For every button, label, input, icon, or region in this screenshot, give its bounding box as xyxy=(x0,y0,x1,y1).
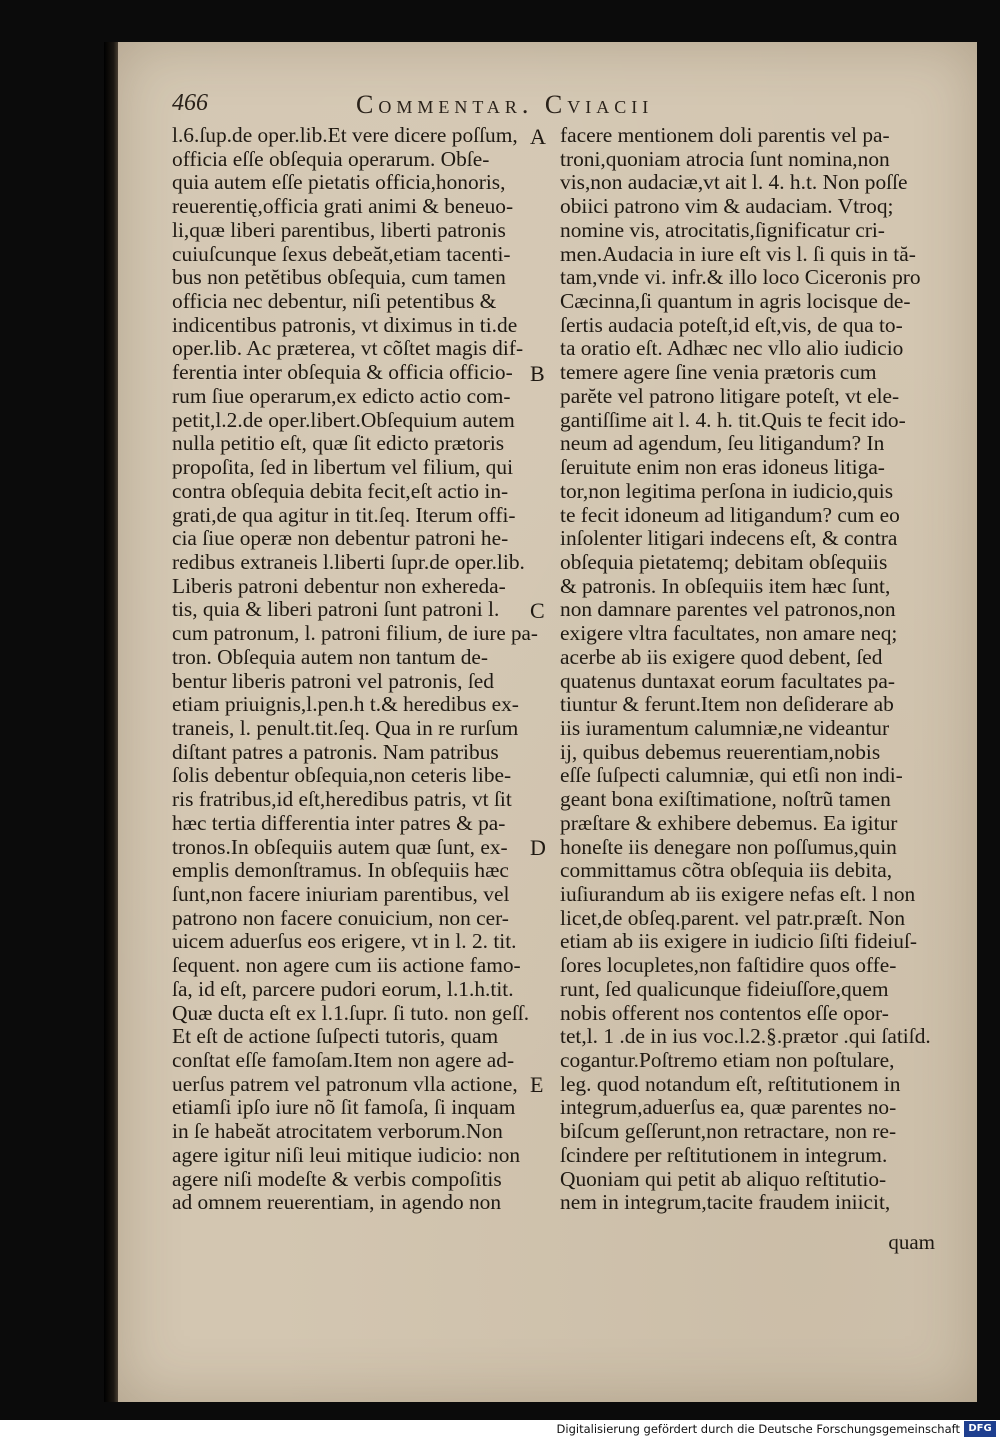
text-line: te fecit idoneum ad litigandum? cum eo xyxy=(560,502,900,527)
text-line: Cæcinna,ſi quantum in agris locisque de- xyxy=(560,289,911,314)
margin-letter-b: B xyxy=(530,361,545,386)
text-line: grati,de qua agitur in tit.ſeq. Iterum offi- xyxy=(172,502,516,527)
text-line: acerbe ab iis exigere quod debent, ſed xyxy=(560,644,883,669)
text-line: indicentibus patronis, vt diximus in ti.de xyxy=(172,312,518,337)
text-line: temere agere ſine venia prætoris cum xyxy=(560,360,877,385)
text-line: diſtant patres a patronis. Nam patribus xyxy=(172,739,499,764)
text-line: ſolis debentur obſequia,non ceteris libe- xyxy=(172,763,512,788)
text-line: tis, quia & liberi patroni ſunt patroni l. xyxy=(172,597,500,622)
text-line: ij, quibus debemus reuerentiam,nobis xyxy=(560,739,881,764)
funding-notice: Digitalisierung gefördert durch die Deutsche Forschungsgemeinschaft xyxy=(556,1422,960,1436)
text-line: bus non petĕtibus obſequia, cum tamen xyxy=(172,265,506,290)
text-line: conſtat eſſe famoſam.Item non agere ad- xyxy=(172,1048,515,1073)
text-line: redibus extraneis l.liberti ſupr.de oper.lib. xyxy=(172,549,525,574)
margin-letter-d: D xyxy=(530,835,546,860)
text-line: emplis demonſtramus. In obſequiis hæc xyxy=(172,858,509,883)
dfg-logo: DFG xyxy=(964,1421,996,1437)
text-line: obſequia pietatemq; debitam obſequiis xyxy=(560,549,888,574)
right-column xyxy=(560,124,972,1215)
text-line: runt, ſed qualicunque fideiuſſore,quem xyxy=(560,976,889,1001)
text-line: bentur liberis patroni vel patronis, ſed xyxy=(172,668,494,693)
text-line: etiamſi ipſo iure nõ ſit famoſa, ſi inquam xyxy=(172,1095,516,1120)
text-line: uerſus patrem vel patronum vlla actione, xyxy=(172,1071,518,1096)
text-line: integrum,aduerſus ea, quæ parentes no- xyxy=(560,1095,897,1120)
text-line: cuiuſcunque ſexus debeăt,etiam tacenti- xyxy=(172,241,511,266)
text-line: uicem aduerſus eos erigere, vt in l. 2. tit. xyxy=(172,929,517,954)
footer-bar xyxy=(0,1420,1000,1439)
text-line: neum ad agendum, ſeu litigandum? In xyxy=(560,431,885,456)
text-line: vis,non audaciæ,vt ait l. 4. h.t. Non poſſe xyxy=(560,170,908,195)
text-line: tam,vnde vi. infr.& illo loco Ciceronis pro xyxy=(560,265,921,290)
text-line: iuſiurandum ab iis exigere nefas eſt. l non xyxy=(560,882,916,906)
text-line: etiam priuignis,l.pen.h t.& heredibus ex- xyxy=(172,692,519,717)
text-line: licet,de obſeq.parent. vel patr.præſt. Non xyxy=(560,905,906,930)
text-line: ſertis audacia poteſt,id eſt,vis, de qua to- xyxy=(560,312,903,337)
text-line: patrono non facere conuicium, non cer- xyxy=(172,905,509,930)
margin-letter-a: A xyxy=(530,124,546,149)
text-line: præſtare & exhibere debemus. Ea igitur xyxy=(560,810,898,835)
text-line: men.Audacia in iure eſt vis l. ſi quis in tă- xyxy=(560,241,916,266)
text-line: tronos.In obſequiis autem quæ ſunt, ex- xyxy=(172,834,508,859)
left-column xyxy=(172,124,538,1215)
text-line: l.6.ſup.de oper.lib.Et vere dicere poſſum, xyxy=(172,123,518,147)
text-line: eſſe ſuſpecti calumniæ, qui etſi non indi- xyxy=(560,763,903,788)
text-line: contra obſequia debita fecit,eſt actio in- xyxy=(172,478,509,503)
text-line: troni,quoniam atrocia ſunt nomina,non xyxy=(560,146,890,171)
text-line: ſunt,non facere iniuriam parentibus, vel xyxy=(172,882,510,906)
page-number: 466 xyxy=(172,90,208,116)
text-line: committamus cõtra obſequia iis debita, xyxy=(560,858,893,883)
text-line: nobis offerent nos contentos eſſe opor- xyxy=(560,1000,889,1025)
text-line: iis iuramentum calumniæ,ne videantur xyxy=(560,715,890,740)
text-line: Quoniam qui petit ab aliquo reſtitutio- xyxy=(560,1166,887,1191)
text-line: inſolenter litigari indecens eſt, & contra xyxy=(560,526,898,551)
text-line: ſeruitute enim non eras idoneus litiga- xyxy=(560,455,885,480)
text-line: nomine vis, atrocitatis,ſignificatur cri- xyxy=(560,217,885,242)
text-line: gantiſſime ait l. 4. h. tit.Quis te fecit ido- xyxy=(560,407,906,432)
text-line: tet,l. 1 .de in ius voc.l.2.§.prætor .qui ſatiſd. xyxy=(560,1024,931,1049)
text-line: honeſte iis denegare non poſſumus,quin xyxy=(560,834,897,859)
text-line: exigere vltra facultates, non amare neq; xyxy=(560,621,898,646)
text-line: petit,l.2.de oper.libert.Obſequium autem xyxy=(172,407,515,432)
text-line: tiuntur & ferunt.Item non deſiderare ab xyxy=(560,692,894,717)
margin-letter-c: C xyxy=(530,598,545,623)
text-line: ſa, id eſt, parcere pudori eorum, l.1.h.tit. xyxy=(172,976,514,1001)
text-line: li,quæ liberi parentibus, liberti patronis xyxy=(172,217,506,242)
running-title: Commentar. Cviacii xyxy=(356,90,654,119)
text-line: officia eſſe obſequia operarum. Obſe- xyxy=(172,146,490,171)
text-line: propoſita, ſed in libertum vel filium, qui xyxy=(172,455,514,480)
text-line: Et eſt de actione ſuſpecti tutoris, quam xyxy=(172,1024,499,1049)
text-line: obiici patrono vim & audaciam. Vtroq; xyxy=(560,194,894,219)
text-line: tron. Obſequia autem non tantum de- xyxy=(172,644,489,669)
text-line: agere igitur niſi leui mitique iudicio: non xyxy=(172,1142,521,1167)
text-line: ſores locupletes,non faſtidire quos offe- xyxy=(560,953,897,978)
text-line: cia ſiue operæ non debentur patroni he- xyxy=(172,526,509,551)
text-line: ferentia inter obſequia & officia officio- xyxy=(172,360,513,385)
text-line: non damnare parentes vel patronos,non xyxy=(560,597,896,622)
text-line: biſcum geſſerunt,non retractare, non re- xyxy=(560,1119,897,1144)
text-line: in ſe habeăt atrocitatem verborum.Non xyxy=(172,1119,503,1144)
text-line: ſcindere per reſtitutionem in integrum. xyxy=(560,1142,888,1167)
text-line: nem in integrum,tacite fraudem iniicit, xyxy=(560,1190,891,1215)
margin-letter-e: E xyxy=(530,1072,544,1097)
text-line: ta oratio eſt. Adhæc nec vllo alio iudicio xyxy=(560,336,904,361)
text-line: Quæ ducta eſt ex l.1.ſupr. ſi tuto. non geſſ. xyxy=(172,1000,530,1025)
text-line: etiam ab iis exigere in iudicio ſiſti fideiuſ- xyxy=(560,929,918,954)
book-page xyxy=(118,42,977,1402)
catchword: quam xyxy=(888,1230,935,1254)
text-line: oper.lib. Ac præterea, vt cõſtet magis dif- xyxy=(172,336,524,361)
text-line: traneis, l. penult.tit.ſeq. Qua in re rurſum xyxy=(172,715,519,740)
text-line: officia nec debentur, niſi petentibus & xyxy=(172,289,497,314)
text-line: Liberis patroni debentur non exhereda- xyxy=(172,573,506,598)
text-line: tor,non legitima perſona in iudicio,quis xyxy=(560,478,894,503)
text-line: reuerentię,officia grati animi & beneuo- xyxy=(172,194,514,219)
text-line: rum ſiue operarum,ex edicto actio com- xyxy=(172,383,511,408)
text-line: nulla petitio eſt, quæ ſit edicto prætoris xyxy=(172,431,505,456)
text-line: ad omnem reuerentiam, in agendo non xyxy=(172,1190,502,1215)
text-line: quatenus duntaxat eorum facultates pa- xyxy=(560,668,895,693)
margin-section-letters xyxy=(530,124,562,1324)
text-line: geant bona exiſtimatione, noſtrũ tamen xyxy=(560,787,891,812)
text-line: facere mentionem doli parentis vel pa- xyxy=(560,123,890,147)
text-line: quia autem eſſe pietatis officia,honoris, xyxy=(172,170,506,195)
text-line: ris fratribus,id eſt,heredibus patris, vt ſit xyxy=(172,787,512,812)
text-line: cum patronum, l. patroni filium, de iure pa- xyxy=(172,621,538,646)
text-line: agere niſi modeſte & verbis compoſitis xyxy=(172,1166,502,1191)
text-line: hæc tertia differentia inter patres & pa- xyxy=(172,810,506,835)
text-line: parĕte vel patrono litigare poteſt, vt ele- xyxy=(560,383,900,408)
text-line: & patronis. In obſequiis item hæc ſunt, xyxy=(560,573,891,598)
text-line: leg. quod notandum eſt, reſtitutionem in xyxy=(560,1071,901,1096)
text-line: ſequent. non agere cum iis actione famo- xyxy=(172,953,521,978)
text-line: cogantur.Poſtremo etiam non poſtulare, xyxy=(560,1048,895,1073)
